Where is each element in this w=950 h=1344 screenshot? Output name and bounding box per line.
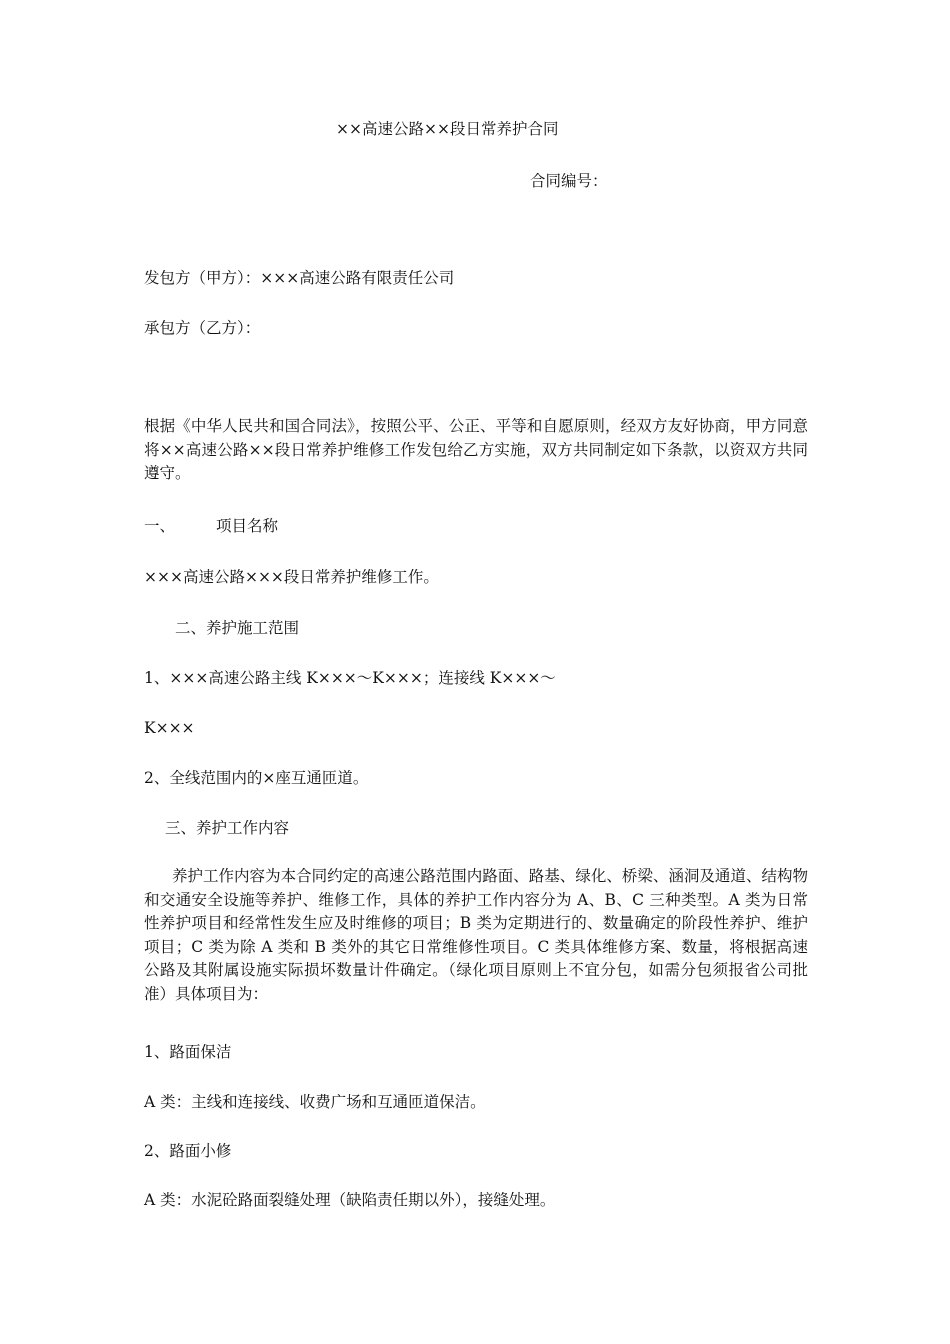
section-3-heading: 三、养护工作内容: [165, 819, 290, 837]
document-title: ××高速公路××段日常养护合同: [336, 120, 559, 138]
intro-paragraph: 根据《中华人民共和国合同法》，按照公平、公正、平等和自愿原则，经双方友好协商，甲方同意将××高速公路××段日常养护维修工作发包给乙方实施，双方共同制定如下条款，以资双方共同遵守。: [144, 417, 808, 482]
section-1-heading: [144, 515, 278, 537]
scope-item-1: 1、×××高速公路主线 K×××～K×××；连接线 K×××～: [144, 669, 556, 687]
work-item-2: 2、路面小修: [144, 1142, 232, 1160]
section-1-number: 一、: [144, 517, 176, 535]
content-paragraph: 养护工作内容为本合同约定的高速公路范围内路面、路基、绿化、桥梁、涵洞及通道、结构物和交通安全设施等养护、维修工作，具体的养护工作内容分为 A、B、C 三种类型。A 类为日常性养护项目和经常性发生应及时维修的项目；B 类为定期进行的、数量确定的阶段性养护、维护项目；C 类为除 A 类和 B 类外的其它日常维修性项目。C 类具体维修方案、数量，将根据高速公路及其附属设施实际损坏数量计件确定。（绿化项目原则上不宜分包，如需分包须报省公司批准）具体项目为：: [144, 867, 808, 1003]
section-2-heading: 二、养护施工范围: [175, 619, 300, 637]
party-b: 承包方（乙方）：: [144, 319, 261, 337]
contract-number-label: 合同编号：: [530, 172, 608, 190]
section-1-title: 项目名称: [216, 517, 279, 535]
scope-item-2: 2、全线范围内的×座互通匝道。: [144, 769, 369, 787]
work-item-1-class-a: A 类：主线和连接线、收费广场和互通匝道保洁。: [144, 1093, 486, 1111]
work-item-1: 1、路面保洁: [144, 1043, 232, 1061]
project-name: ×××高速公路×××段日常养护维修工作。: [144, 568, 439, 586]
party-a: 发包方（甲方）：×××高速公路有限责任公司: [144, 269, 455, 287]
work-item-2-class-a: A 类：水泥砼路面裂缝处理（缺陷责任期以外），接缝处理。: [144, 1191, 556, 1209]
scope-item-1-continued: K×××: [144, 719, 195, 737]
